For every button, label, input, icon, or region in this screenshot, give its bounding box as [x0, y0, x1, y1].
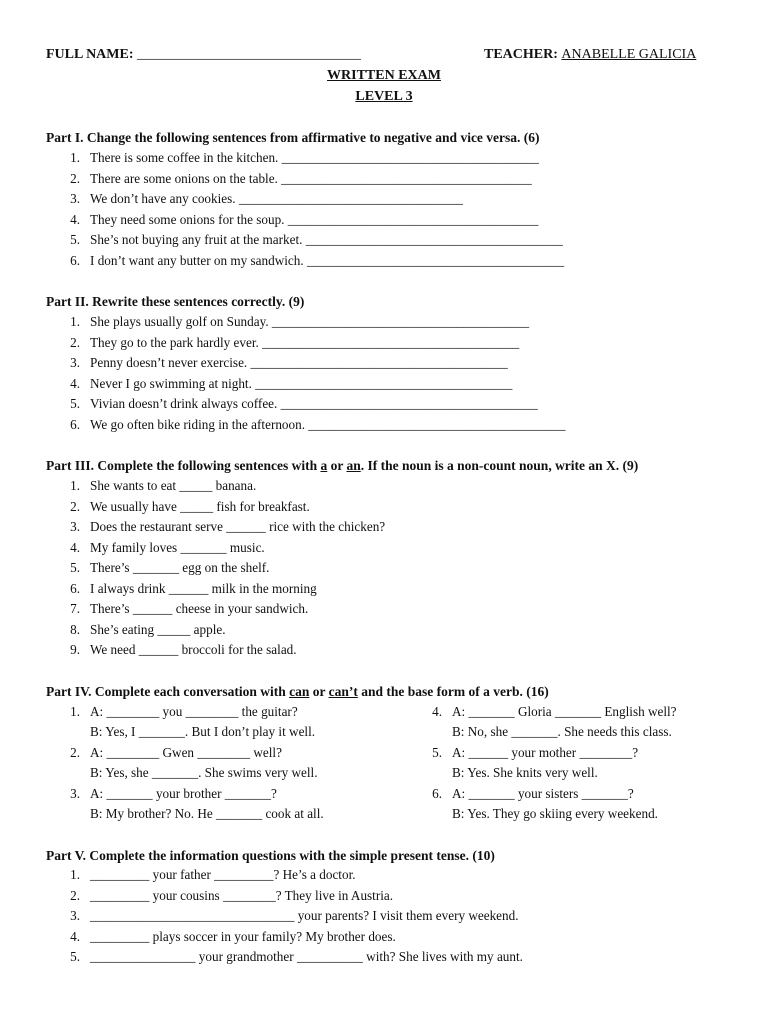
- item-text: ________________ your grandmother __________ with? She lives with my aunt.: [90, 949, 523, 964]
- item-text: _________ plays soccer in your family? My brother does.: [90, 928, 396, 944]
- item-number: 4.: [432, 704, 442, 719]
- item-number: 5.: [70, 949, 80, 964]
- part-3-heading-a: a: [320, 458, 328, 473]
- item-text: Vivian doesn’t drink always coffee. _______________________________________: [90, 396, 538, 411]
- part-4-heading-or: or: [309, 684, 329, 699]
- item-text: B: No, she _______. She needs this class.: [452, 724, 672, 739]
- item-text: B: My brother? No. He _______ cook at all.: [90, 806, 324, 821]
- part-4-heading: [46, 684, 549, 700]
- item-text: B: Yes. She knits very well.: [452, 765, 598, 780]
- item-text: We usually have _____ fish for breakfast.: [90, 498, 310, 514]
- part-3-heading-pre: Part III. Complete the following sentences with: [46, 458, 321, 473]
- item-text: We don’t have any cookies. __________________________________: [90, 191, 464, 206]
- item-number: 6.: [70, 580, 80, 596]
- item-number: 2.: [70, 170, 80, 186]
- item-text: A: ______ your mother ________?: [452, 745, 639, 760]
- item-number: 6.: [432, 786, 442, 801]
- full-name-label: FULL NAME:: [46, 47, 134, 62]
- item-number: 1.: [70, 867, 80, 882]
- item-text: A: _______ your brother _______?: [90, 786, 277, 801]
- item-text: A: _______ Gloria _______ English well?: [452, 704, 677, 719]
- exam-title: WRITTEN EXAM: [327, 68, 441, 83]
- item-number: 6.: [70, 252, 80, 268]
- item-number: 7.: [70, 601, 80, 616]
- part-5-heading: Part V. Complete the information questions with the simple present tense. (10): [46, 848, 495, 863]
- item-text: A: ________ Gwen ________ well?: [90, 745, 282, 760]
- item-text: There is some coffee in the kitchen. _______________________________________: [90, 150, 539, 165]
- teacher-name: ANABELLE GALICIA: [561, 47, 697, 62]
- item-number: 2.: [70, 887, 80, 903]
- item-text: B: Yes, I _______. But I don’t play it well.: [90, 724, 316, 739]
- item-number: 9.: [70, 642, 80, 657]
- item-number: 3.: [70, 519, 80, 534]
- item-text: B: Yes, she _______. She swims very well.: [90, 765, 318, 780]
- part-4-heading-can: can: [289, 684, 310, 699]
- item-number: 3.: [70, 355, 80, 370]
- item-text: They go to the park hardly ever. _______________________________________: [90, 334, 520, 350]
- item-text: She’s eating _____ apple.: [90, 621, 226, 637]
- item-number: 1.: [70, 704, 80, 719]
- item-text: I always drink ______ milk in the morning: [90, 580, 317, 596]
- part-3-heading-or: or: [327, 458, 347, 473]
- item-text: They need some onions for the soup. ______________________________________: [90, 211, 539, 227]
- item-text: She’s not buying any fruit at the market. _______________________________________: [90, 232, 563, 247]
- item-number: 4.: [70, 539, 80, 555]
- item-text: I don’t want any butter on my sandwich. _______________________________________: [90, 252, 565, 268]
- part-3-heading-post: . If the noun is a non-count noun, write an X. (9): [360, 458, 639, 473]
- item-text: B: Yes. They go skiing every weekend.: [452, 806, 658, 821]
- part-1-heading: Part I. Change the following sentences from affirmative to negative and vice versa. (6): [46, 130, 540, 145]
- part-4-heading-post: and the base form of a verb. (16): [357, 684, 549, 699]
- item-number: 8.: [70, 621, 80, 637]
- item-number: 4.: [70, 375, 80, 391]
- item-text: A: _______ your sisters _______?: [452, 786, 634, 801]
- teacher-field: [484, 47, 696, 63]
- item-number: 3.: [70, 786, 80, 801]
- item-text: Does the restaurant serve ______ rice with the chicken?: [90, 519, 386, 534]
- item-number: 5.: [70, 232, 80, 247]
- item-number: 2.: [70, 498, 80, 514]
- item-number: 1.: [70, 314, 80, 329]
- item-number: 2.: [70, 745, 80, 760]
- item-number: 6.: [70, 416, 80, 432]
- full-name-blank: ________________________________: [137, 47, 361, 62]
- item-text: She wants to eat _____ banana.: [90, 478, 257, 493]
- item-number: 4.: [70, 928, 80, 944]
- item-number: 2.: [70, 334, 80, 350]
- item-text: _______________________________ your parents? I visit them every weekend.: [90, 908, 519, 923]
- item-text: She plays usually golf on Sunday. _______________________________________: [90, 314, 530, 329]
- item-text: A: ________ you ________ the guitar?: [90, 704, 298, 719]
- item-text: _________ your cousins ________? They live in Austria.: [90, 887, 394, 903]
- item-text: There are some onions on the table. ______________________________________: [90, 170, 532, 186]
- teacher-label: TEACHER:: [484, 47, 558, 62]
- part-3-heading: [46, 458, 638, 474]
- item-number: 3.: [70, 908, 80, 923]
- item-number: 5.: [432, 745, 442, 760]
- item-number: 3.: [70, 191, 80, 206]
- part-2-heading: Part II. Rewrite these sentences correctly. (9): [46, 294, 305, 309]
- item-number: 5.: [70, 396, 80, 411]
- part-4-heading-pre: Part IV. Complete each conversation with: [46, 684, 290, 699]
- item-number: 1.: [70, 478, 80, 493]
- item-text: We need ______ broccoli for the salad.: [90, 642, 297, 657]
- full-name-field: [46, 47, 361, 63]
- item-number: 4.: [70, 211, 80, 227]
- part-3-heading-an: an: [346, 458, 361, 473]
- exam-level: LEVEL 3: [355, 89, 413, 104]
- item-text: There’s ______ cheese in your sandwich.: [90, 601, 309, 616]
- item-text: _________ your father _________? He’s a doctor.: [90, 867, 356, 882]
- item-text: My family loves _______ music.: [90, 539, 265, 555]
- item-number: 5.: [70, 560, 80, 575]
- item-text: We go often bike riding in the afternoon. _______________________________________: [90, 416, 566, 432]
- item-text: There’s _______ egg on the shelf.: [90, 560, 270, 575]
- item-text: Never I go swimming at night. _______________________________________: [90, 375, 513, 391]
- item-number: 1.: [70, 150, 80, 165]
- item-text: Penny doesn’t never exercise. _______________________________________: [90, 355, 508, 370]
- part-4-heading-cant: can’t: [328, 684, 358, 699]
